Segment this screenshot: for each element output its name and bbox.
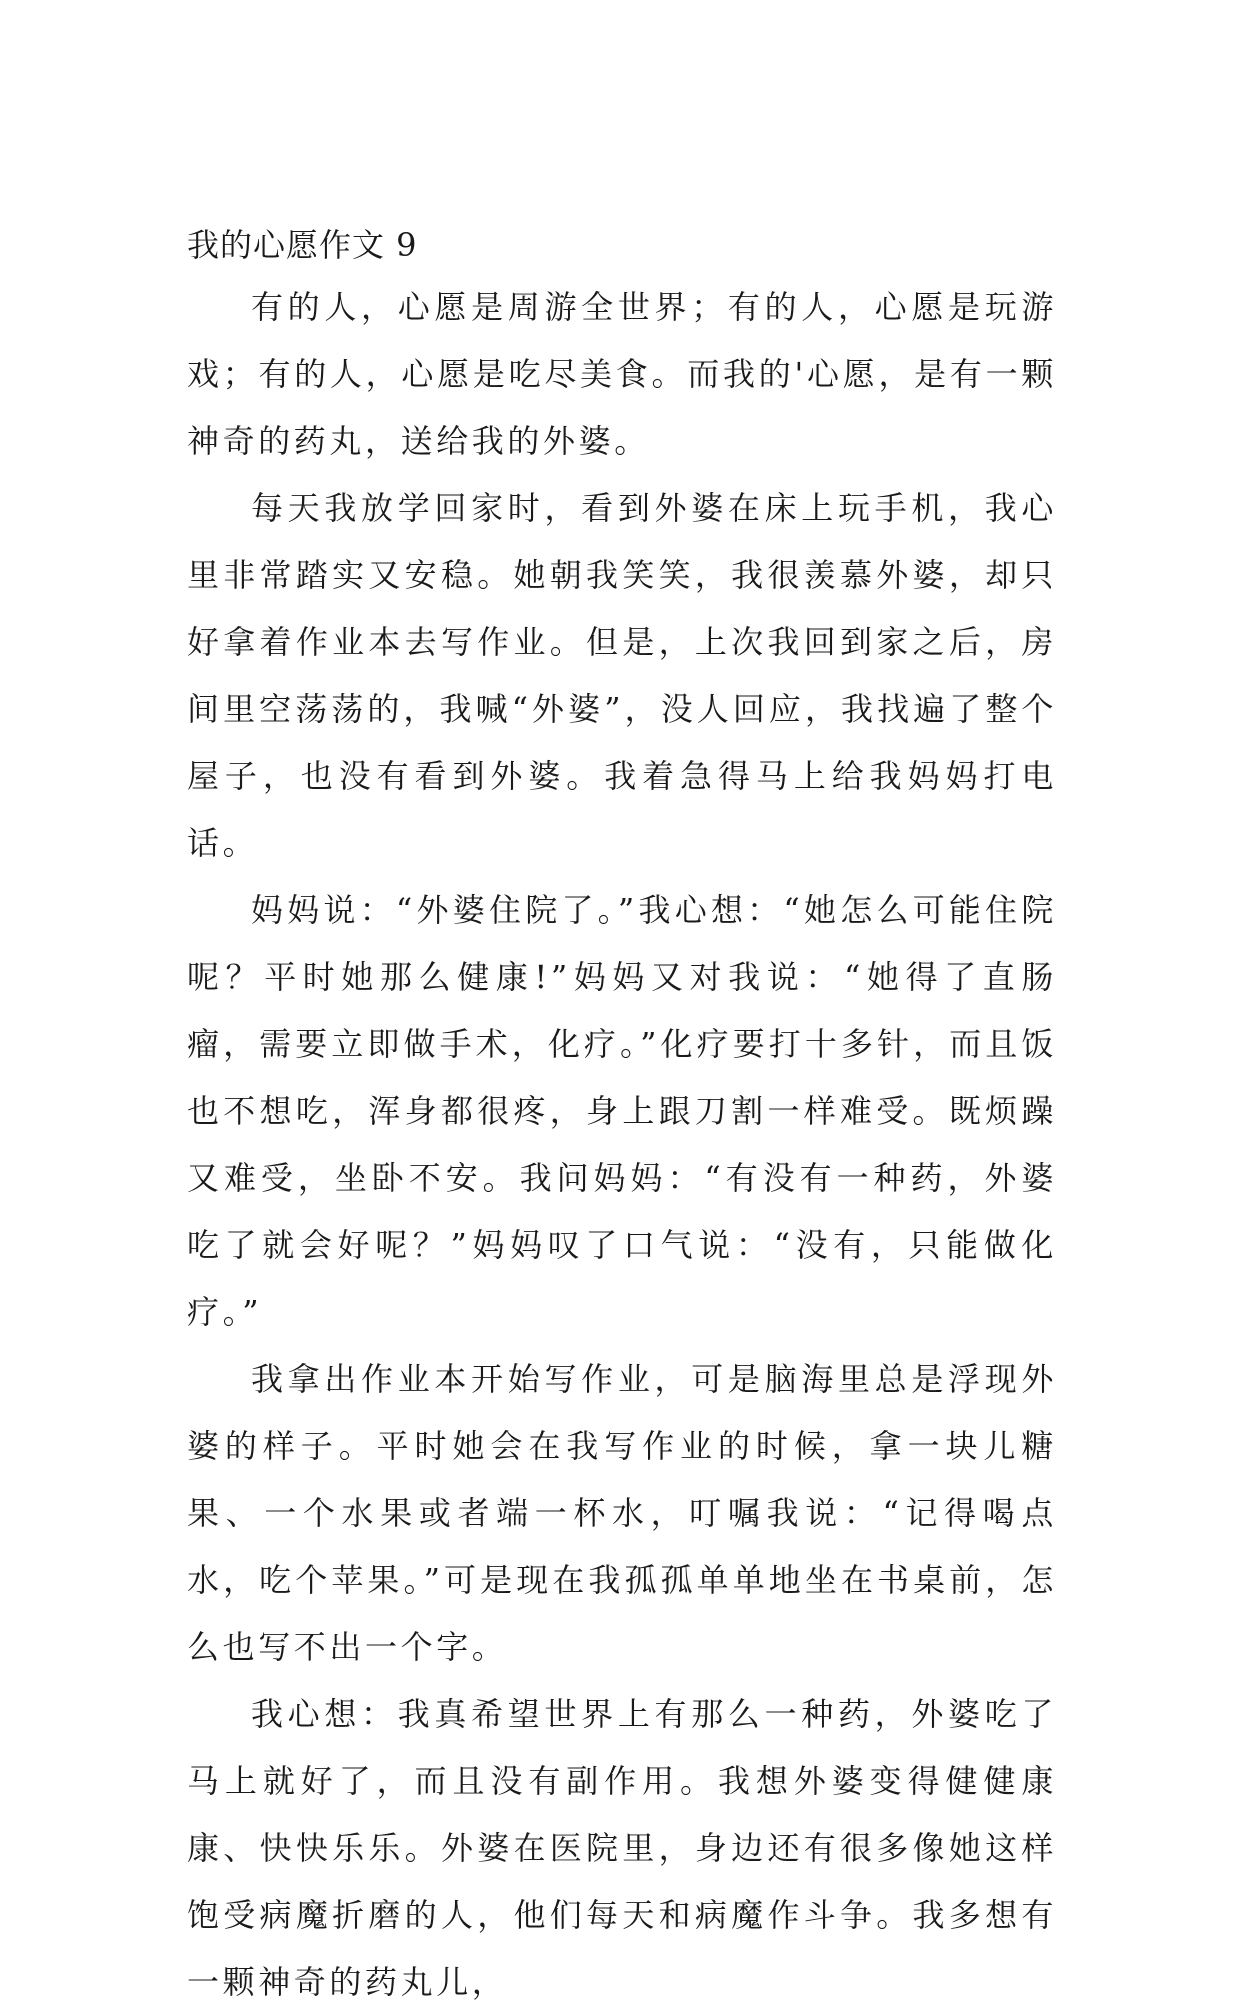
document-body: [187, 222, 1057, 2016]
paragraph-1: 有的人，心愿是周游全世界；有的人，心愿是玩游戏；有的人，心愿是吃尽美食。而我的'心愿，是有一颗神奇的药丸，送给我的外婆。: [187, 288, 1057, 460]
essay-title: 我的心愿作文 9: [187, 226, 418, 264]
paragraph-5: 我心想：我真希望世界上有那么一种药，外婆吃了马上就好了，而且没有副作用。我想外婆变得健健康康、快快乐乐。外婆在医院里，身边还有很多像她这样饱受病魔折磨的人，他们每天和病魔作斗争。我多想有一颗神奇的药丸儿，: [187, 1695, 1057, 2001]
paragraph-2: 每天我放学回家时，看到外婆在床上玩手机，我心里非常踏实又安稳。她朝我笑笑，我很羡慕外婆，却只好拿着作业本去写作业。但是，上次我回到家之后，房间里空荡荡的，我喊“外婆”，没人回应，我找遍了整个屋子，也没有看到外婆。我着急得马上给我妈妈打电话。: [187, 489, 1057, 862]
paragraph-4: 我拿出作业本开始写作业，可是脑海里总是浮现外婆的样子。平时她会在我写作业的时候，拿一块儿糖果、一个水果或者端一杯水，叮嘱我说：“记得喝点水，吃个苹果。”可是现在我孤孤单单地坐在书桌前，怎么也写不出一个字。: [187, 1360, 1057, 1666]
paragraph-3: 妈妈说：“外婆住院了。”我心想：“她怎么可能住院呢？平时她那么健康!”妈妈又对我说：“她得了直肠瘤，需要立即做手术，化疗。”化疗要打十多针，而且饭也不想吃，浑身都很疼，身上跟刀割一样难受。既烦躁又难受，坐卧不安。我问妈妈：“有没有一种药，外婆吃了就会好呢？”妈妈叹了口气说：“没有，只能做化疗。”: [187, 891, 1057, 1331]
